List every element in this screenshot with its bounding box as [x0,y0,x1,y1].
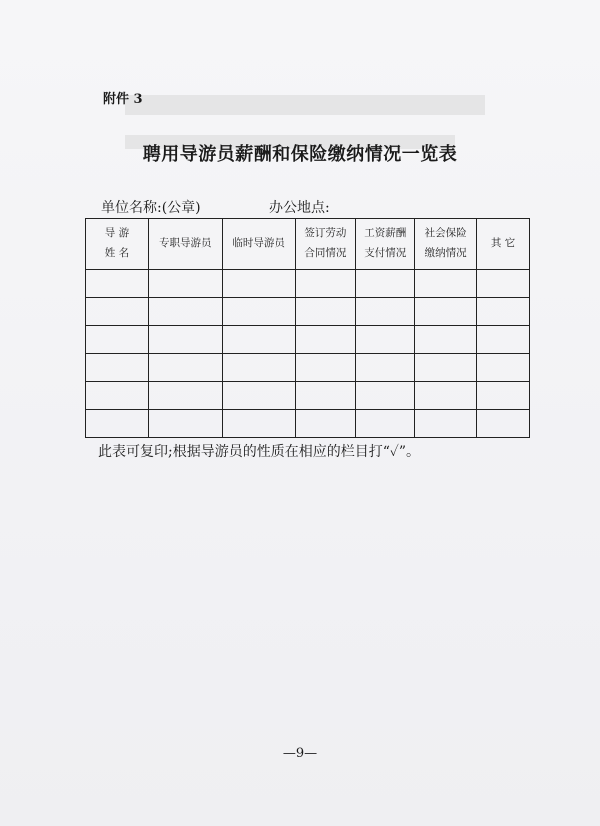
table-row [86,326,530,354]
table-row [86,354,530,382]
table-cell [148,298,222,326]
table-cell [86,354,149,382]
header-guide-name [86,219,149,270]
attachment-label: 附件 3 [103,92,143,107]
table-cell [477,382,530,410]
table-cell [86,270,149,298]
table-body [86,270,530,438]
table-cell [148,354,222,382]
table-cell [148,410,222,438]
header-temporary-guide [222,219,295,270]
header-labor-contract [295,219,356,270]
header-line: 专职导游员 [159,237,212,250]
table-cell [148,270,222,298]
table-row [86,270,530,298]
table-cell [415,354,477,382]
table-cell [222,298,295,326]
table-cell [415,326,477,354]
header-line: 导 游 [104,227,130,240]
table-row [86,410,530,438]
table-cell [222,270,295,298]
table-cell [477,270,530,298]
table-row [86,298,530,326]
form-meta [101,197,521,217]
table-cell [356,382,415,410]
table-cell [295,326,356,354]
table-cell [295,298,356,326]
footnote: 此表可复印;根据导游员的性质在相应的栏目打“✓”。 [98,444,421,460]
header-salary-payment [356,219,415,270]
table-cell [415,298,477,326]
bleed-through-watermark [120,80,490,190]
header-fulltime-guide [148,219,222,270]
table-cell [86,382,149,410]
table-cell [222,354,295,382]
table-cell [415,382,477,410]
page-title: 聘用导游员薪酬和保险缴纳情况一览表 [142,144,458,165]
office-location-label: 办公地点: [269,200,330,216]
header-social-insurance [415,219,477,270]
table-cell [477,354,530,382]
table-cell [86,326,149,354]
table-cell [148,382,222,410]
table-cell [295,354,356,382]
header-line: 社会保险 [424,227,467,240]
table-cell [222,382,295,410]
table-cell [415,410,477,438]
table-cell [477,326,530,354]
table-cell [295,270,356,298]
header-line: 支付情况 [364,247,407,259]
table-cell [295,410,356,438]
header-line: 临时导游员 [232,237,285,250]
table-cell [415,270,477,298]
header-line: 签订劳动 [304,227,347,240]
table-cell [222,326,295,354]
table-cell [86,410,149,438]
unit-name-label: 单位名称:(公章) [101,200,201,216]
table-cell [356,354,415,382]
guide-salary-insurance-table [85,218,530,438]
table-cell [477,298,530,326]
header-line: 缴纳情况 [424,247,467,259]
table-cell [356,298,415,326]
header-line: 工资薪酬 [364,227,407,240]
header-other [477,219,530,270]
header-line: 其 它 [490,237,516,250]
table-cell [222,410,295,438]
header-line: 合同情况 [304,247,347,259]
table-cell [295,382,356,410]
table-cell [477,410,530,438]
table-cell [356,270,415,298]
table-cell [148,326,222,354]
table-cell [356,326,415,354]
table-cell [86,298,149,326]
table-cell [356,410,415,438]
header-line: 姓 名 [104,247,130,259]
page-number: —9— [282,746,318,761]
table-header-row [86,219,530,270]
table-row [86,382,530,410]
